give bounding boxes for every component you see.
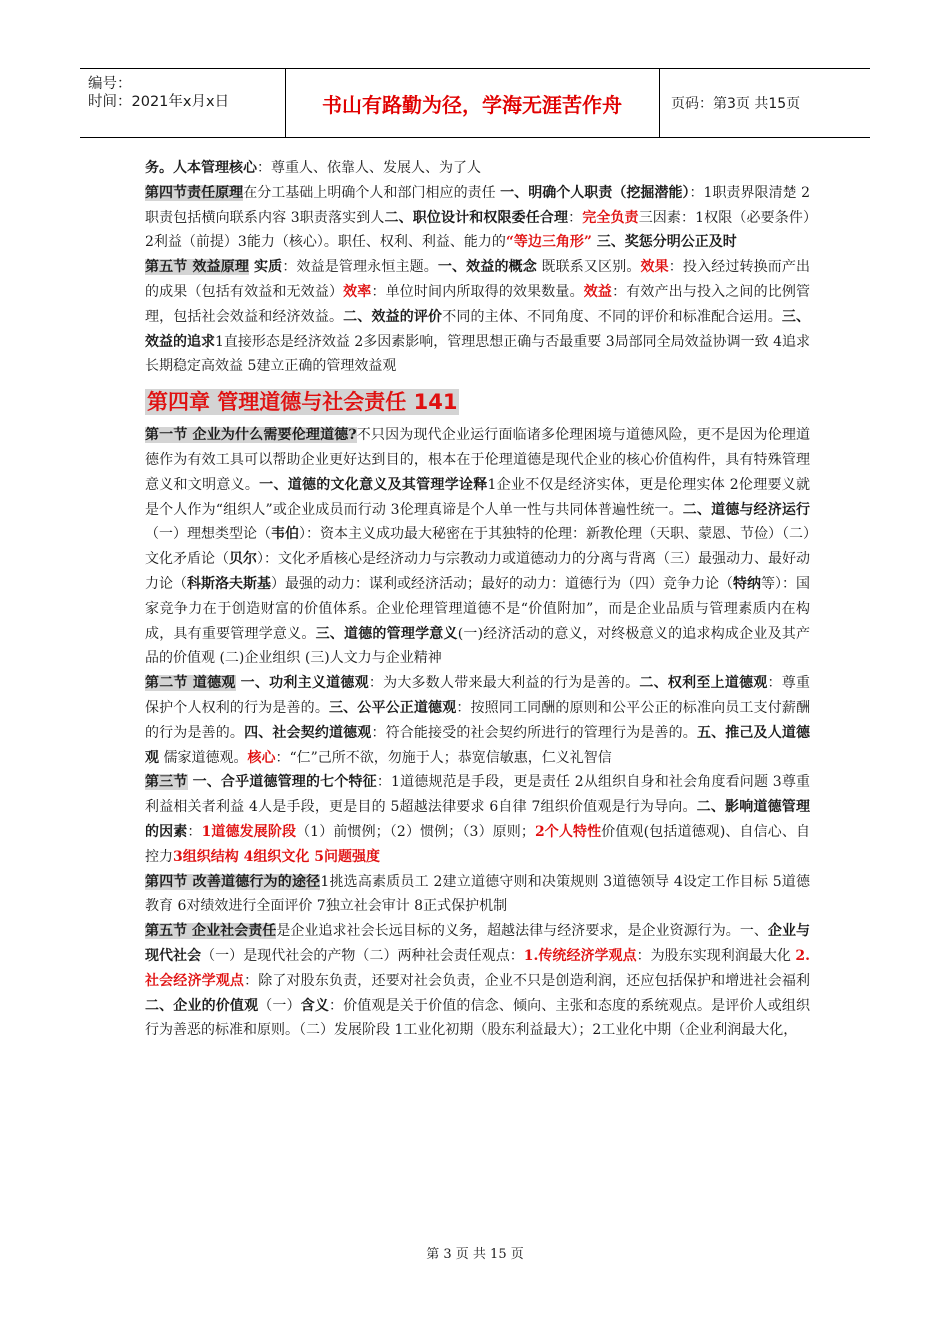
text-run: 二、影响道德管理的因素	[145, 799, 810, 840]
text-run: “等边三角形”	[505, 234, 592, 251]
text-run: ：除了对股东负责，还要对社会负责，企业不只是创造利润，还应包括保护和增进社会福利	[244, 972, 811, 989]
text-run: 第四节 改善道德行为的途径	[145, 873, 321, 890]
text-run: ：符合能接受的社会契约所进行的管理行为是善的。	[371, 724, 697, 741]
text-run: 二、权利至上道德观	[639, 675, 768, 692]
text-run: 一、明确个人职责（挖掘潜能）	[500, 184, 690, 201]
text-run: 含义	[300, 997, 329, 1014]
text-run: 二、道德与经济运行	[682, 501, 811, 518]
text-run: 实质	[249, 259, 283, 276]
header-meta	[80, 69, 286, 137]
text-run: 特纳	[733, 575, 761, 592]
text-run: 在分工基础上明确个人和部门相应的责任	[243, 184, 501, 201]
paragraph-6	[145, 770, 810, 869]
text-run: 第五节 企业社会责任	[145, 923, 277, 940]
text-run: ：按照同工同酬的原则和公平公正的标准向员工支付薪酬的行为是善的。	[145, 699, 811, 741]
text-run: ：尊重人、依靠人、发展人、为了人	[257, 160, 481, 176]
text-run: 效果	[640, 259, 669, 276]
text-run: 第四节责任原理	[145, 184, 244, 201]
text-run: 第五节 效益原理	[145, 259, 250, 276]
text-run: 1挑选高素质员工 2建立道德守则和决策规则 3道德领导 4设定工作目标 5道德教育 6对绩效进行全面评价 7独立社会审计 8正式保护机制	[145, 873, 810, 915]
text-run: ）：资本主义成功最大秘密在于其独特的伦理：新教伦理（天职、蒙恩、节俭）（二）文化矛盾论（	[145, 526, 810, 568]
text-run: 2.社会经济学观点	[145, 947, 811, 989]
text-run: ：为股东实现利润最大化	[636, 947, 796, 964]
text-run: ：有效产出与投入之间的比例管理，包括社会效益和经济效益。	[145, 283, 811, 325]
chapter-title: 第四章 管理道德与社会责任 141	[147, 390, 458, 415]
text-run: 四、社会契约道德观	[244, 724, 372, 741]
text-run: 科斯洛夫斯基	[187, 575, 271, 592]
text-run: 完全负责	[582, 209, 639, 226]
time-label: 时间：2021年x月x日	[88, 94, 230, 110]
text-run: ：“仁”己所不欲，勿施于人；恭宽信敏惠，仁义礼智信	[275, 749, 612, 766]
text-run: 一、功利主义道德观	[235, 675, 369, 692]
text-run: ：单位时间内所取得的效果数量。	[371, 283, 584, 300]
document-body	[145, 156, 810, 1043]
text-run: ：效益是管理永恒主题。	[282, 259, 438, 276]
text-run: 效率	[343, 283, 372, 300]
text-run: 儒家道德观。	[159, 749, 248, 766]
text-run: 第一节 企业为什么需要伦理道德?	[145, 427, 357, 444]
chapter-heading	[145, 387, 810, 417]
text-run: 不同的主体、不同角度、不同的评价和标准配合运用。	[442, 308, 782, 325]
text-run: ：1职责界限清楚 2职责包括横向联系内容 3职责落实到人	[145, 184, 811, 226]
text-run: 贝尔	[229, 551, 257, 568]
text-run: ）：文化矛盾核心是经济动力与宗教动力或道德动力的分离与背离（三）最强动力、最好动力论（	[145, 551, 810, 592]
number-label: 编号：	[88, 76, 132, 92]
text-run: （1）前惯例；（2）惯例；（3）原则；	[296, 823, 535, 840]
text-run: 等）：国家竞争力在于创造财富的价值体系。企业伦理管理道德不是“价值附加”，而是企业品质与管理素质内在构成，具有重要管理学意义。	[145, 575, 810, 642]
page-header	[80, 68, 870, 138]
header-page-info: 页码：第3页 共15页	[671, 96, 801, 112]
text-run: 三、奖惩分明公正及时	[591, 234, 737, 251]
text-run: 一、道德的文化意义及其管理学诠释	[259, 476, 488, 493]
paragraph-1	[145, 156, 810, 181]
text-run: (一)经济活动的意义，对终极意义的追求构成企业及其产品的价值观 (二)企业组织 (三)人文力与企业精神	[145, 625, 810, 667]
paragraph-3	[145, 255, 810, 379]
header-motto: 书山有路勤为径，学海无涯苦作舟	[285, 69, 660, 137]
text-run: 1.传统经济学观点	[523, 947, 637, 964]
text-run: 三、道德的管理学意义	[315, 625, 458, 642]
text-run: 二、企业的价值观	[145, 997, 259, 1014]
paragraph-5	[145, 671, 810, 770]
text-run: 第二节 道德观	[145, 675, 236, 692]
text-run: 效益	[583, 283, 613, 300]
text-run: 既联系又区别。	[536, 259, 641, 276]
text-run: 三、公平公正道德观	[328, 699, 457, 716]
text-run: 一、合乎道德管理的七个特征	[187, 774, 377, 791]
text-run: 价值观(包括道德观)、自信心、自控力	[145, 823, 810, 865]
text-run: 1道德发展阶段	[201, 823, 297, 840]
text-run: ：1道德规范是手段，更是责任 2从组织自身和社会角度看问题 3尊重利益相关者利益 4人是手段，更是目的 5超越法律要求 6自律 7组织价值观是行为导向。	[145, 774, 811, 816]
text-run: （一）是现代社会的产物（二）两种社会责任观点：	[201, 947, 524, 964]
text-run: 务。人本管理核心	[145, 160, 257, 176]
text-run: ：价值观是关于价值的信念、倾向、主张和态度的系统观点。是评价人或组织行为善恶的标准和原则。（二）发展阶段 1工业化初期（股东利益最大）；2工业化中期（企业利润最大化，	[145, 997, 811, 1039]
text-run: ：投入经过转换而产出的成果（包括有效益和无效益）	[145, 259, 811, 300]
text-run: 五、推己及人道德观	[145, 724, 811, 766]
text-run: 三、效益的追求	[145, 308, 811, 350]
text-run: 一、效益的概念	[437, 259, 537, 276]
paragraph-2	[145, 181, 810, 255]
text-run: ）最强的动力：谋利或经济活动；最好的动力：道德行为（四）竞争力论（	[271, 575, 733, 592]
text-run: （一）	[258, 997, 301, 1014]
text-run: 核心	[247, 749, 276, 766]
paragraph-7	[145, 870, 810, 920]
text-run: 是企业追求社会长远目标的义务，超越法律与经济要求，是企业资源行为。一、	[276, 923, 768, 940]
text-run: 第三节	[145, 774, 188, 791]
text-run: 二、效益的评价	[343, 308, 443, 325]
text-run: 韦伯	[271, 526, 299, 543]
text-run: ：为大多数人带来最大利益的行为是善的。	[368, 675, 640, 692]
text-run: 3组织结构 4组织文化 5问题强度	[173, 848, 380, 865]
page-footer: 第 3 页 共 15 页	[426, 1247, 524, 1262]
text-run: ：尊重保护个人权利的行为是善的。	[145, 675, 811, 716]
text-run: （一）理想类型论（	[145, 526, 271, 543]
text-run: 企业与现代社会	[145, 923, 811, 964]
text-run: 2个人特性	[534, 823, 602, 840]
text-run: 1企业不仅是经济实体，更是伦理实体 2伦理要义就是个人作为“组织人”或企业成员而行动 3伦理真谛是个人单一性与共同体普遍性统一。	[145, 476, 811, 518]
text-run: ：	[568, 209, 583, 226]
text-run: ：	[187, 823, 202, 840]
text-run: 不只因为现代企业运行面临诸多伦理困境与道德风险，更不是因为伦理道德作为有效工具可以帮助企业更好达到目的，根本在于伦理道德是现代企业的核心价值构件，具有特殊管理意义和文明意义。	[145, 427, 811, 493]
text-run: 二、职位设计和权限委任合理	[384, 209, 569, 226]
text-run: 三因素：1权限（必要条件）2利益（前提）3能力（核心）。职任、权利、利益、能力的	[145, 209, 811, 251]
text-run: 1直接形态是经济效益 2多因素影响，管理思想正确与否最重要 3局部同全局效益协调一致 4追求长期稳定高效益 5建立正确的管理效益观	[145, 333, 811, 375]
paragraph-8	[145, 919, 810, 1043]
paragraph-4	[145, 423, 810, 671]
